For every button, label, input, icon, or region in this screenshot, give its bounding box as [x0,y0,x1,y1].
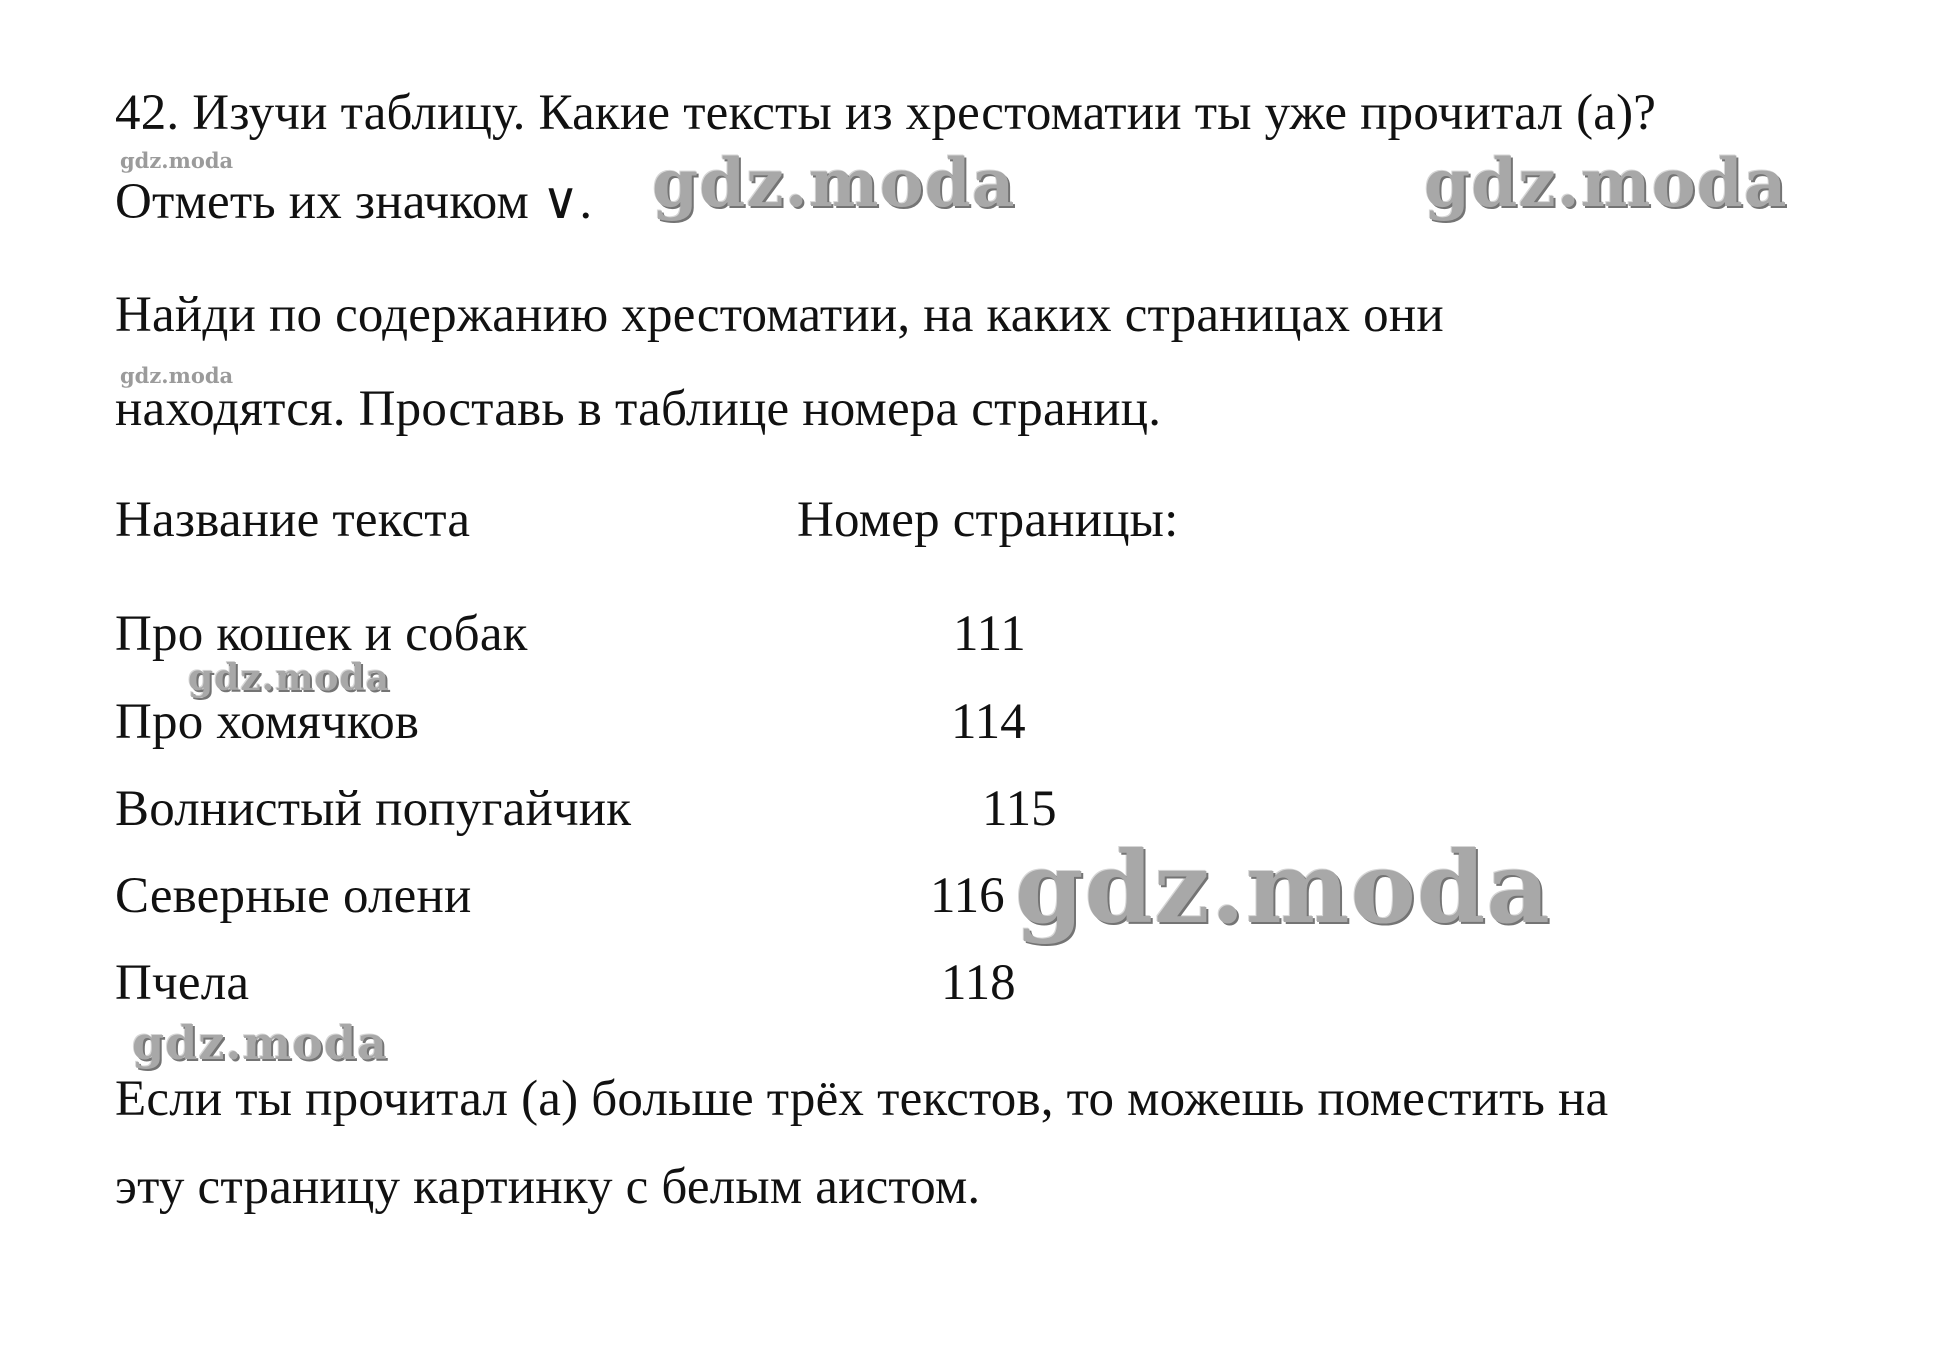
task-instruction-fill: находятся. Проставь в таблице номера страниц. [115,381,1162,437]
watermark-logo: gdz.moda [1015,831,1551,946]
table-header-page: Номер страницы: [797,492,1179,548]
watermark-logo: gdz.moda [132,1016,388,1070]
row-title: Про хомячков [115,694,420,750]
row-page: 111 [953,606,1026,662]
row-page: 114 [951,694,1026,750]
watermark-logo: gdz.moda [652,144,1016,222]
watermark-logo: gdz.moda [1424,144,1788,222]
task-instruction-find: Найди по содержанию хрестоматии, на каких страницах они [115,287,1444,343]
footer-line-1: Если ты прочитал (а) больше трёх текстов, то можешь поместить на [115,1071,1609,1127]
row-page: 118 [941,955,1016,1011]
row-title: Пчела [115,955,250,1011]
footer-line-2: эту страницу картинку с белым аистом. [115,1159,981,1215]
watermark-logo: gdz.moda [188,657,390,699]
watermark-logo: gdz.moda [120,148,234,173]
task-instruction-mark: Отметь их значком ∨. [115,174,593,230]
watermark-logo: gdz.moda [120,363,234,388]
task-heading: 42. Изучи таблицу. Какие тексты из хрестоматии ты уже прочитал (а)? [115,85,1657,141]
row-page: 115 [982,781,1057,837]
row-title: Про кошек и собак [115,606,528,662]
row-page: 116 [930,868,1005,924]
row-title: Северные олени [115,868,472,924]
row-title: Волнистый попугайчик [115,781,632,837]
table-header-title: Название текста [115,492,471,548]
